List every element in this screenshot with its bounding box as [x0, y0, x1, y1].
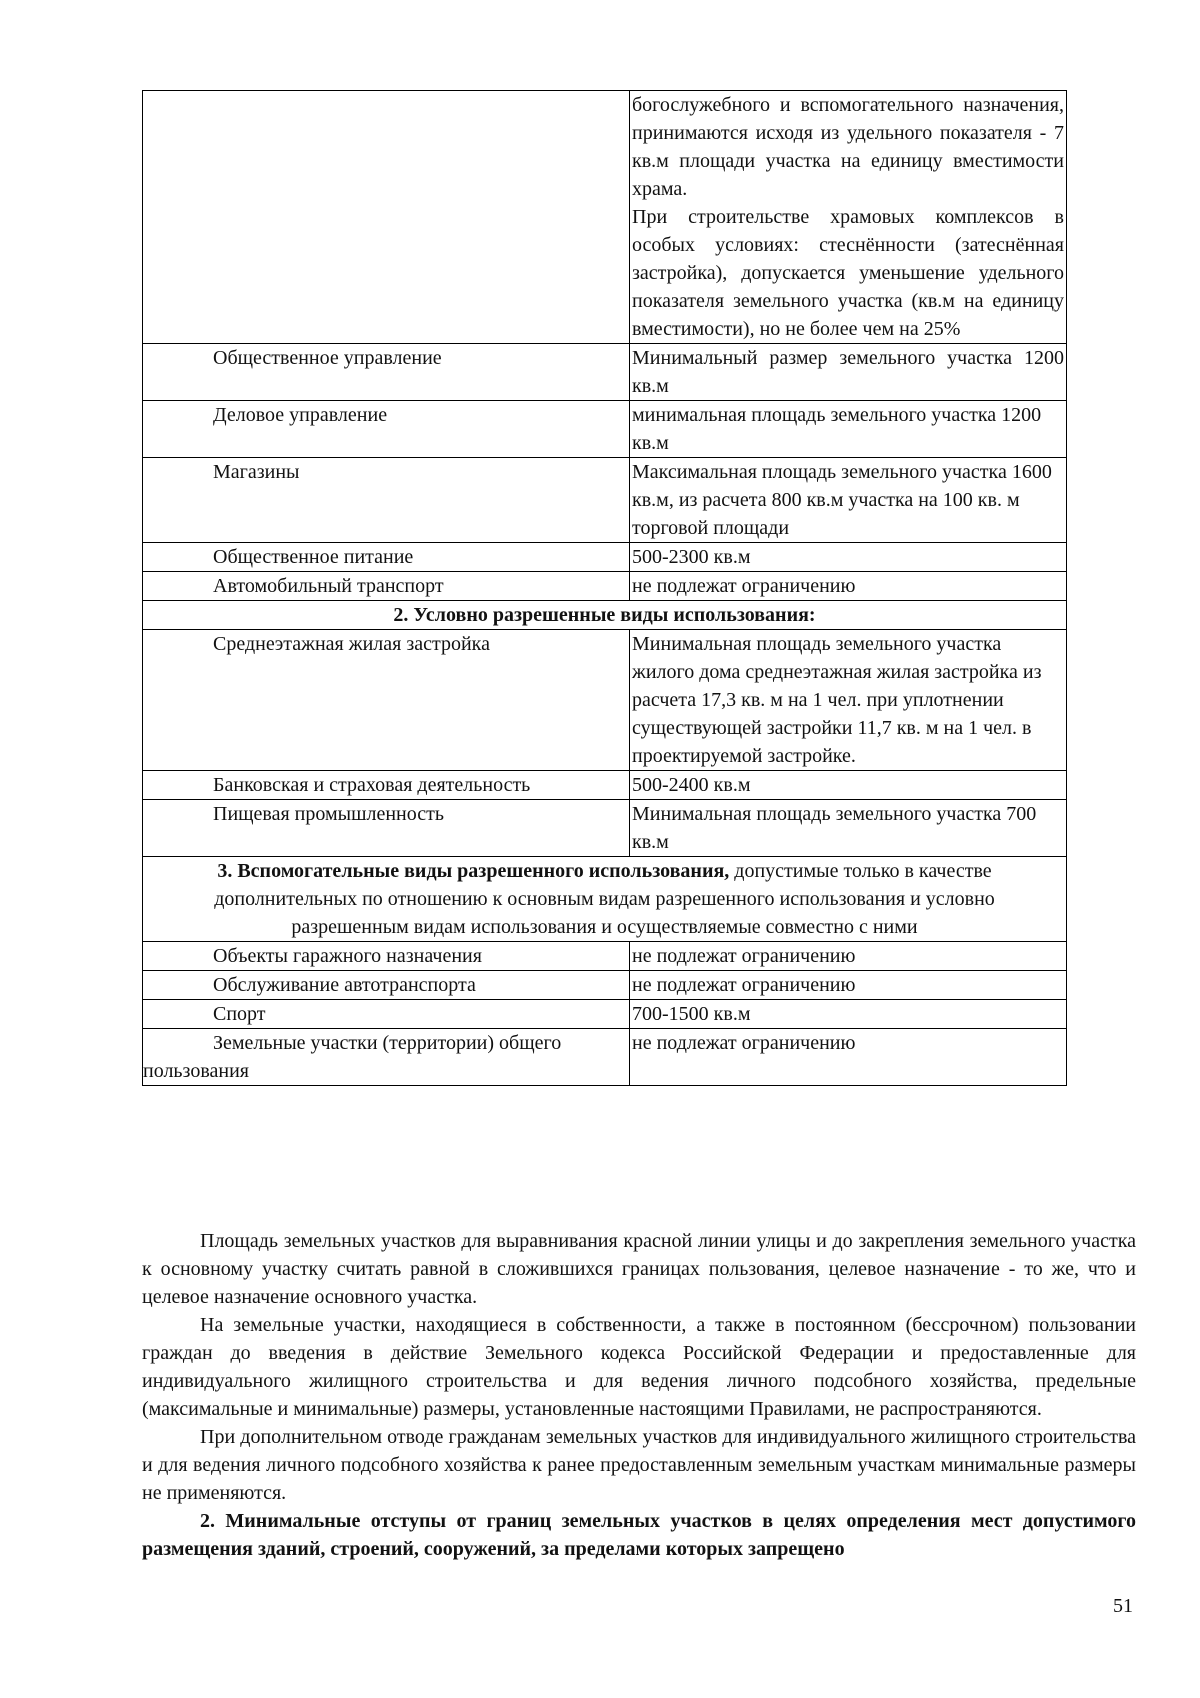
table-cell-left: Автомобильный транспорт: [143, 572, 630, 601]
table-cell-left: Среднеэтажная жилая застройка: [143, 630, 630, 771]
table-row: [143, 971, 1067, 1000]
table-cell-left: Общественное управление: [143, 344, 630, 401]
section-heading-bold: 3. Вспомогательные виды разрешенного использования,: [217, 860, 730, 882]
table-row: [143, 1029, 1067, 1086]
table-cell-right: Минимальная площадь земельного участка жилого дома среднеэтажная жилая застройка из расчета 17,3 кв. м на 1 чел. при уплотнении существующей застройки 11,7 кв. м на 1 чел. в проектируемой застройке.: [630, 630, 1067, 771]
table-cell-left: Объекты гаражного назначения: [143, 942, 630, 971]
table-cell-right: не подлежат ограничению: [630, 971, 1067, 1000]
table-cell-right: Минимальная площадь земельного участка 700 кв.м: [630, 800, 1067, 857]
table-cell-right: не подлежат ограничению: [630, 942, 1067, 971]
table-row: [143, 942, 1067, 971]
table-row: [143, 344, 1067, 401]
table-cell-left: Деловое управление: [143, 401, 630, 458]
table-row: [143, 91, 1067, 344]
section-header-row: [143, 601, 1067, 630]
table-cell-left: Спорт: [143, 1000, 630, 1029]
table-cell-left: Общественное питание: [143, 543, 630, 572]
paragraph: При дополнительном отводе гражданам земельных участков для индивидуального жилищного строительства и для ведения личного подсобного хозяйства к ранее предоставленным земельным участкам минимальные размеры не применяются.: [142, 1426, 1136, 1504]
table-cell-right: не подлежат ограничению: [630, 1029, 1067, 1086]
land-use-table: [142, 90, 1067, 1086]
section-heading-2: 2. Минимальные отступы от границ земельных участков в целях определения мест допустимого размещения зданий, строений, сооружений, за пределами которых запрещено: [142, 1510, 1136, 1560]
table-row: [143, 630, 1067, 771]
table-cell-empty: [143, 91, 630, 344]
table-cell-left: Пищевая промышленность: [143, 800, 630, 857]
table-row: [143, 1000, 1067, 1029]
table-row: [143, 543, 1067, 572]
paragraph: Площадь земельных участков для выравнивания красной линии улицы и до закрепления земельного участка к основному участку считать равной в сложившихся границах пользования, целевое назначение - то же, что и целевое назначение основного участка.: [142, 1230, 1136, 1308]
table-cell-left: Банковская и страховая деятельность: [143, 771, 630, 800]
table-cell-right: Максимальная площадь земельного участка 1600 кв.м, из расчета 800 кв.м участка на 100 кв. м торговой площади: [630, 458, 1067, 543]
table-cell-right: Минимальный размер земельного участка 1200 кв.м: [630, 344, 1067, 401]
paragraph: На земельные участки, находящиеся в собственности, а также в постоянном (бессрочном) пользовании граждан до введения в действие Земельного кодекса Российской Федерации и предоставленные для индивидуального жилищного строительства и для ведения личного подсобного хозяйства, предельные (максимальные и минимальные) размеры, установленные настоящими Правилами, не распространяются.: [142, 1314, 1136, 1420]
table-cell-left: Магазины: [143, 458, 630, 543]
table-cell-left: [143, 1029, 630, 1086]
table-row: [143, 458, 1067, 543]
section-header-row: [143, 857, 1067, 942]
table-cell-left: Обслуживание автотранспорта: [143, 971, 630, 1000]
cell-text: Земельные участки (территории) общего пользования: [143, 1032, 562, 1082]
page-number: 51: [1113, 1595, 1133, 1617]
table-cell-right: не подлежат ограничению: [630, 572, 1067, 601]
table-row: [143, 572, 1067, 601]
table-row: [143, 401, 1067, 458]
section-heading: 2. Условно разрешенные виды использования:: [143, 601, 1067, 630]
table-cell-right: 700-1500 кв.м: [630, 1000, 1067, 1029]
cell-paragraph: При строительстве храмовых комплексов в особых условиях: стеснённости (затеснённая застройка), допускается уменьшение удельного показателя земельного участка (кв.м на единицу вместимости), но не более чем на 25%: [632, 206, 1064, 340]
body-text: [142, 1227, 1136, 1563]
table-cell-right: 500-2400 кв.м: [630, 771, 1067, 800]
table-cell-right: 500-2300 кв.м: [630, 543, 1067, 572]
section-heading: [143, 857, 1067, 942]
table-row: [143, 800, 1067, 857]
cell-paragraph: богослужебного и вспомогательного назначения, принимаются исходя из удельного показателя - 7 кв.м площади участка на единицу вместимости храма.: [632, 94, 1064, 200]
section-heading-rest: допустимые только в качестве дополнительных по отношению к основным видам разрешенного использования и условно разрешенным видам использования и осуществляемые совместно с ними: [214, 860, 995, 938]
table-row: [143, 771, 1067, 800]
table-cell-right: минимальная площадь земельного участка 1200 кв.м: [630, 401, 1067, 458]
table-cell-right: [630, 91, 1067, 344]
